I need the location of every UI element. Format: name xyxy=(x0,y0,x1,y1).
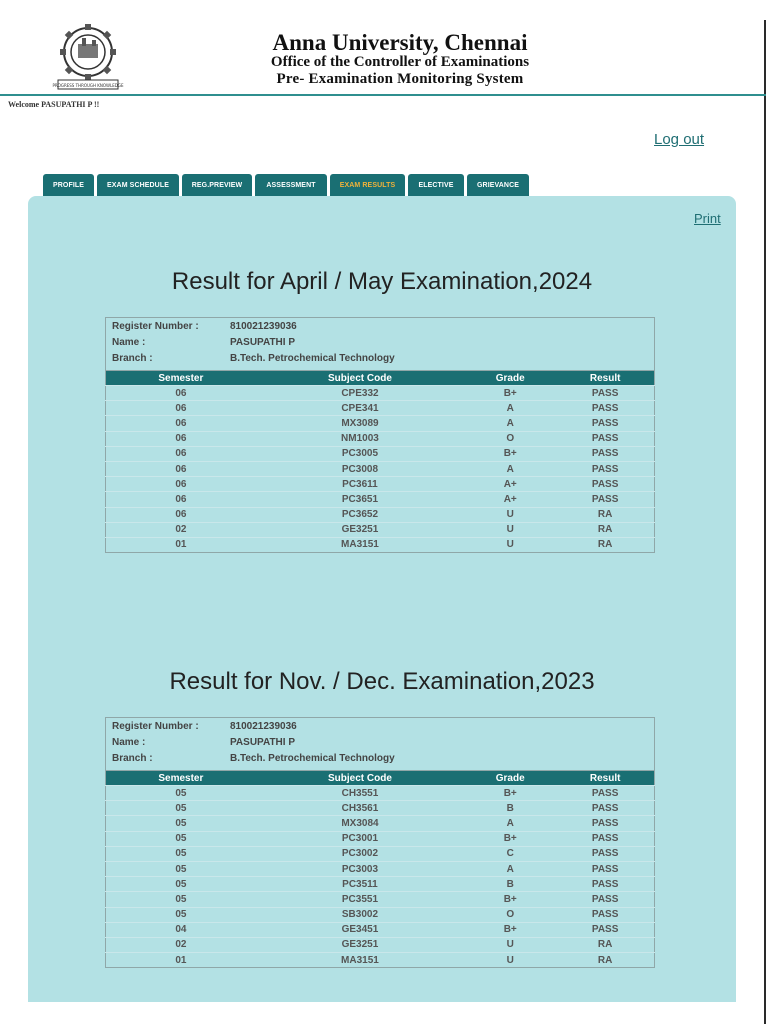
branch-label: Branch : xyxy=(112,353,153,364)
header-divider xyxy=(0,94,766,96)
semester-cell: 05 xyxy=(106,786,256,801)
branch-row xyxy=(112,753,395,764)
result-cell: PASS xyxy=(556,416,654,431)
table-row xyxy=(106,507,655,522)
grade-cell: A xyxy=(464,401,556,416)
name-label: Name : xyxy=(112,337,146,348)
semester-cell: 06 xyxy=(106,507,256,522)
tab-exam-results[interactable]: EXAM RESULTS xyxy=(330,174,405,198)
grade-cell: O xyxy=(464,431,556,446)
semester-cell: 05 xyxy=(106,846,256,861)
subject-code-cell: PC3008 xyxy=(256,461,464,476)
table-row xyxy=(106,937,655,952)
subject-code-cell: GE3251 xyxy=(256,522,464,537)
table-row xyxy=(106,522,655,537)
table-row xyxy=(106,877,655,892)
tab-profile[interactable]: PROFILE xyxy=(43,174,94,198)
grade-cell: U xyxy=(464,522,556,537)
table-row xyxy=(106,786,655,801)
grade-cell: B xyxy=(464,801,556,816)
tab-elective[interactable]: ELECTIVE xyxy=(408,174,464,198)
result-cell: RA xyxy=(556,522,654,537)
subject-code-cell: SB3002 xyxy=(256,907,464,922)
university-logo xyxy=(52,22,124,92)
result-cell: PASS xyxy=(556,801,654,816)
welcome-message: Welcome PASUPATHI P !! xyxy=(8,100,100,109)
result-cell: RA xyxy=(556,537,654,552)
col-grade: Grade xyxy=(464,371,556,386)
result-cell: RA xyxy=(556,507,654,522)
col-grade: Grade xyxy=(464,771,556,786)
tab-exam-schedule[interactable]: EXAM SCHEDULE xyxy=(97,174,179,198)
semester-cell: 06 xyxy=(106,416,256,431)
subject-code-cell: CH3551 xyxy=(256,786,464,801)
subject-code-cell: GE3251 xyxy=(256,937,464,952)
register-number-value: 810021239036 xyxy=(230,721,297,732)
subject-code-cell: CPE341 xyxy=(256,401,464,416)
table-row xyxy=(106,446,655,461)
tab-reg-preview[interactable]: REG.PREVIEW xyxy=(182,174,252,198)
result-cell: PASS xyxy=(556,401,654,416)
table-row xyxy=(106,861,655,876)
result-cell: PASS xyxy=(556,816,654,831)
name-row xyxy=(112,337,295,348)
semester-cell: 05 xyxy=(106,831,256,846)
name-value: PASUPATHI P xyxy=(230,337,296,348)
result-cell: PASS xyxy=(556,461,654,476)
name-value: PASUPATHI P xyxy=(230,737,296,748)
subject-code-cell: NM1003 xyxy=(256,431,464,446)
grade-cell: C xyxy=(464,846,556,861)
result-cell: PASS xyxy=(556,877,654,892)
branch-value: B.Tech. Petrochemical Technology xyxy=(230,353,395,364)
subject-code-cell: MA3151 xyxy=(256,953,464,968)
grade-cell: O xyxy=(464,907,556,922)
grade-cell: B+ xyxy=(464,831,556,846)
grade-cell: B+ xyxy=(464,386,556,401)
grade-cell: A xyxy=(464,461,556,476)
semester-cell: 04 xyxy=(106,922,256,937)
result-cell: PASS xyxy=(556,492,654,507)
subject-code-cell: CPE332 xyxy=(256,386,464,401)
semester-cell: 06 xyxy=(106,492,256,507)
page-border-right xyxy=(764,20,766,1024)
grade-cell: U xyxy=(464,507,556,522)
grade-cell: B xyxy=(464,877,556,892)
semester-cell: 01 xyxy=(106,537,256,552)
result-cell: PASS xyxy=(556,846,654,861)
grade-cell: A+ xyxy=(464,477,556,492)
table-row xyxy=(106,386,655,401)
semester-cell: 05 xyxy=(106,816,256,831)
semester-cell: 05 xyxy=(106,907,256,922)
subject-code-cell: GE3451 xyxy=(256,922,464,937)
register-number-label: Register Number : xyxy=(112,721,199,732)
table-row xyxy=(106,416,655,431)
result-cell: PASS xyxy=(556,386,654,401)
subject-code-cell: PC3001 xyxy=(256,831,464,846)
logout-link[interactable]: Log out xyxy=(654,131,705,148)
col-semester: Semester xyxy=(106,371,256,386)
grade-cell: A xyxy=(464,816,556,831)
tab-assessment[interactable]: ASSESSMENT xyxy=(255,174,327,198)
table-row xyxy=(106,907,655,922)
register-number-value: 810021239036 xyxy=(230,321,297,332)
register-number-label: Register Number : xyxy=(112,321,199,332)
result-title-nov-dec-2023: Result for Nov. / Dec. Examination,2023 xyxy=(169,668,595,695)
table-row xyxy=(106,401,655,416)
subject-code-cell: PC3611 xyxy=(256,477,464,492)
grade-cell: U xyxy=(464,953,556,968)
system-subtitle: Pre- Examination Monitoring System xyxy=(276,71,524,87)
table-row xyxy=(106,431,655,446)
table-row xyxy=(106,953,655,968)
grade-cell: U xyxy=(464,937,556,952)
result-cell: PASS xyxy=(556,831,654,846)
grade-cell: U xyxy=(464,537,556,552)
semester-cell: 05 xyxy=(106,892,256,907)
result-cell: PASS xyxy=(556,477,654,492)
grade-cell: A+ xyxy=(464,492,556,507)
result-cell: PASS xyxy=(556,892,654,907)
table-row xyxy=(106,831,655,846)
tab-grievance[interactable]: GRIEVANCE xyxy=(467,174,529,198)
subject-code-cell: PC3551 xyxy=(256,892,464,907)
table-header-row xyxy=(106,771,655,786)
semester-cell: 06 xyxy=(106,431,256,446)
result-cell: PASS xyxy=(556,861,654,876)
semester-cell: 06 xyxy=(106,461,256,476)
branch-label: Branch : xyxy=(112,753,153,764)
semester-cell: 05 xyxy=(106,801,256,816)
result-cell: PASS xyxy=(556,907,654,922)
result-cell: PASS xyxy=(556,786,654,801)
col-result: Result xyxy=(556,771,654,786)
result-cell: PASS xyxy=(556,446,654,461)
subject-code-cell: PC3652 xyxy=(256,507,464,522)
table-row xyxy=(106,461,655,476)
register-number-row xyxy=(112,721,297,732)
subject-code-cell: PC3651 xyxy=(256,492,464,507)
col-subject-code: Subject Code xyxy=(256,771,464,786)
subject-code-cell: MA3151 xyxy=(256,537,464,552)
grade-cell: A xyxy=(464,416,556,431)
col-result: Result xyxy=(556,371,654,386)
subject-code-cell: PC3003 xyxy=(256,861,464,876)
result-cell: PASS xyxy=(556,922,654,937)
office-subtitle: Office of the Controller of Examinations xyxy=(270,54,530,70)
branch-value: B.Tech. Petrochemical Technology xyxy=(230,753,395,764)
table-row xyxy=(106,922,655,937)
result-cell: RA xyxy=(556,953,654,968)
subject-code-cell: MX3089 xyxy=(256,416,464,431)
table-row xyxy=(106,816,655,831)
semester-cell: 06 xyxy=(106,401,256,416)
semester-cell: 05 xyxy=(106,877,256,892)
subject-code-cell: MX3084 xyxy=(256,816,464,831)
institution-title: Anna University, Chennai xyxy=(272,30,528,55)
result-cell: PASS xyxy=(556,431,654,446)
table-row xyxy=(106,477,655,492)
semester-cell: 01 xyxy=(106,953,256,968)
col-subject-code: Subject Code xyxy=(256,371,464,386)
subject-code-cell: CH3561 xyxy=(256,801,464,816)
results-table xyxy=(105,370,655,553)
table-row xyxy=(106,892,655,907)
table-row xyxy=(106,492,655,507)
subject-code-cell: PC3511 xyxy=(256,877,464,892)
name-row xyxy=(112,737,295,748)
col-semester: Semester xyxy=(106,771,256,786)
student-info-box xyxy=(105,317,655,371)
grade-cell: B+ xyxy=(464,446,556,461)
grade-cell: A xyxy=(464,861,556,876)
student-info-box xyxy=(105,717,655,771)
name-label: Name : xyxy=(112,737,146,748)
svg-text:PROGRESS THROUGH KNOWLEDGE: PROGRESS THROUGH KNOWLEDGE xyxy=(52,83,124,88)
semester-cell: 06 xyxy=(106,477,256,492)
results-table xyxy=(105,770,655,968)
subject-code-cell: PC3002 xyxy=(256,846,464,861)
branch-row xyxy=(112,353,395,364)
subject-code-cell: PC3005 xyxy=(256,446,464,461)
result-cell: RA xyxy=(556,937,654,952)
result-title-apr-may-2024: Result for April / May Examination,2024 xyxy=(171,268,593,295)
table-row xyxy=(106,846,655,861)
semester-cell: 06 xyxy=(106,386,256,401)
grade-cell: B+ xyxy=(464,892,556,907)
semester-cell: 02 xyxy=(106,522,256,537)
semester-cell: 05 xyxy=(106,861,256,876)
print-link[interactable]: Print xyxy=(694,211,721,226)
table-row xyxy=(106,537,655,552)
semester-cell: 06 xyxy=(106,446,256,461)
page-header xyxy=(0,0,766,96)
register-number-row xyxy=(112,321,297,332)
semester-cell: 02 xyxy=(106,937,256,952)
table-header-row xyxy=(106,371,655,386)
grade-cell: B+ xyxy=(464,922,556,937)
grade-cell: B+ xyxy=(464,786,556,801)
table-row xyxy=(106,801,655,816)
